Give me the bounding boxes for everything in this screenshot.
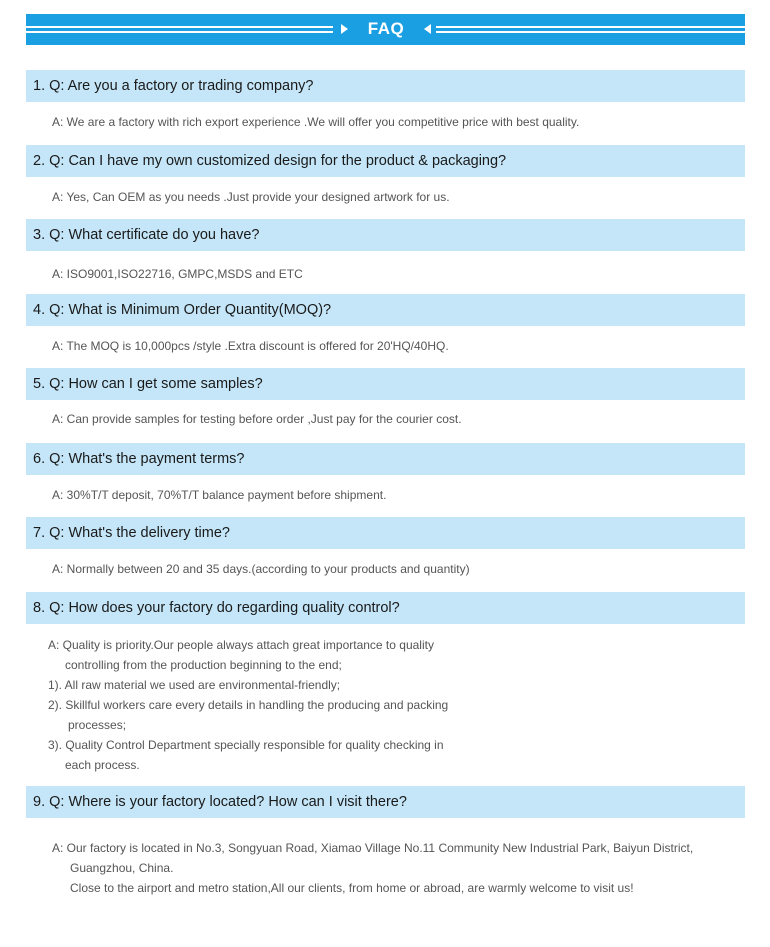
faq-question-6: 6. Q: What's the payment terms? <box>26 443 745 475</box>
arrow-right-icon <box>341 24 348 34</box>
faq-answer-8-line-1: A: Quality is priority.Our people always attach great importance to quality <box>48 638 434 652</box>
banner-title: FAQ <box>367 19 405 38</box>
faq-question-1: 1. Q: Are you a factory or trading company? <box>26 70 745 102</box>
banner-line-left-bottom <box>26 31 333 33</box>
faq-question-9: 9. Q: Where is your factory located? How can I visit there? <box>26 786 745 818</box>
faq-answer-5-line-1: A: Can provide samples for testing before order ,Just pay for the courier cost. <box>52 412 462 426</box>
faq-question-8: 8. Q: How does your factory do regarding quality control? <box>26 592 745 624</box>
faq-answer-8-line-5: processes; <box>68 718 127 732</box>
faq-question-5: 5. Q: How can I get some samples? <box>26 368 745 400</box>
faq-question-7: 7. Q: What's the delivery time? <box>26 517 745 549</box>
faq-answer-8-line-7: each process. <box>65 758 140 772</box>
faq-answer-3-line-1: A: ISO9001,ISO22716, GMPC,MSDS and ETC <box>52 267 303 281</box>
faq-answer-8-line-2: controlling from the production beginning to the end; <box>65 658 342 672</box>
faq-answer-8-line-6: 3). Quality Control Department specially responsible for quality checking in <box>48 738 444 752</box>
banner-line-left-top <box>26 26 333 28</box>
banner-line-right-bottom <box>436 31 745 33</box>
faq-answer-4-line-1: A: The MOQ is 10,000pcs /style .Extra discount is offered for 20'HQ/40HQ. <box>52 339 449 353</box>
faq-answer-9-line-1: A: Our factory is located in No.3, Songyuan Road, Xiamao Village No.11 Community New Industrial Park, Baiyun District, <box>52 841 694 855</box>
arrow-left-icon <box>424 24 431 34</box>
faq-answer-8-line-4: 2). Skillful workers care every details in handling the producing and packing <box>48 698 449 712</box>
faq-answer-8-line-3: 1). All raw material we used are environmental-friendly; <box>48 678 341 692</box>
faq-question-2: 2. Q: Can I have my own customized design for the product & packaging? <box>26 145 745 177</box>
faq-answer-9-line-2: Guangzhou, China. <box>70 861 174 875</box>
faq-answer-9-line-3: Close to the airport and metro station,All our clients, from home or abroad, are warmly welcome to visit us! <box>70 881 634 895</box>
faq-answer-1-line-1: A: We are a factory with rich export experience .We will offer you competitive price with best quality. <box>52 115 580 129</box>
faq-answer-7-line-1: A: Normally between 20 and 35 days.(according to your products and quantity) <box>52 562 470 576</box>
faq-question-4: 4. Q: What is Minimum Order Quantity(MOQ)? <box>26 294 745 326</box>
faq-answer-6-line-1: A: 30%T/T deposit, 70%T/T balance payment before shipment. <box>52 488 387 502</box>
faq-answer-2-line-1: A: Yes, Can OEM as you needs .Just provide your designed artwork for us. <box>52 190 450 204</box>
faq-banner <box>26 14 745 45</box>
banner-line-right-top <box>436 26 745 28</box>
faq-question-3: 3. Q: What certificate do you have? <box>26 219 745 251</box>
